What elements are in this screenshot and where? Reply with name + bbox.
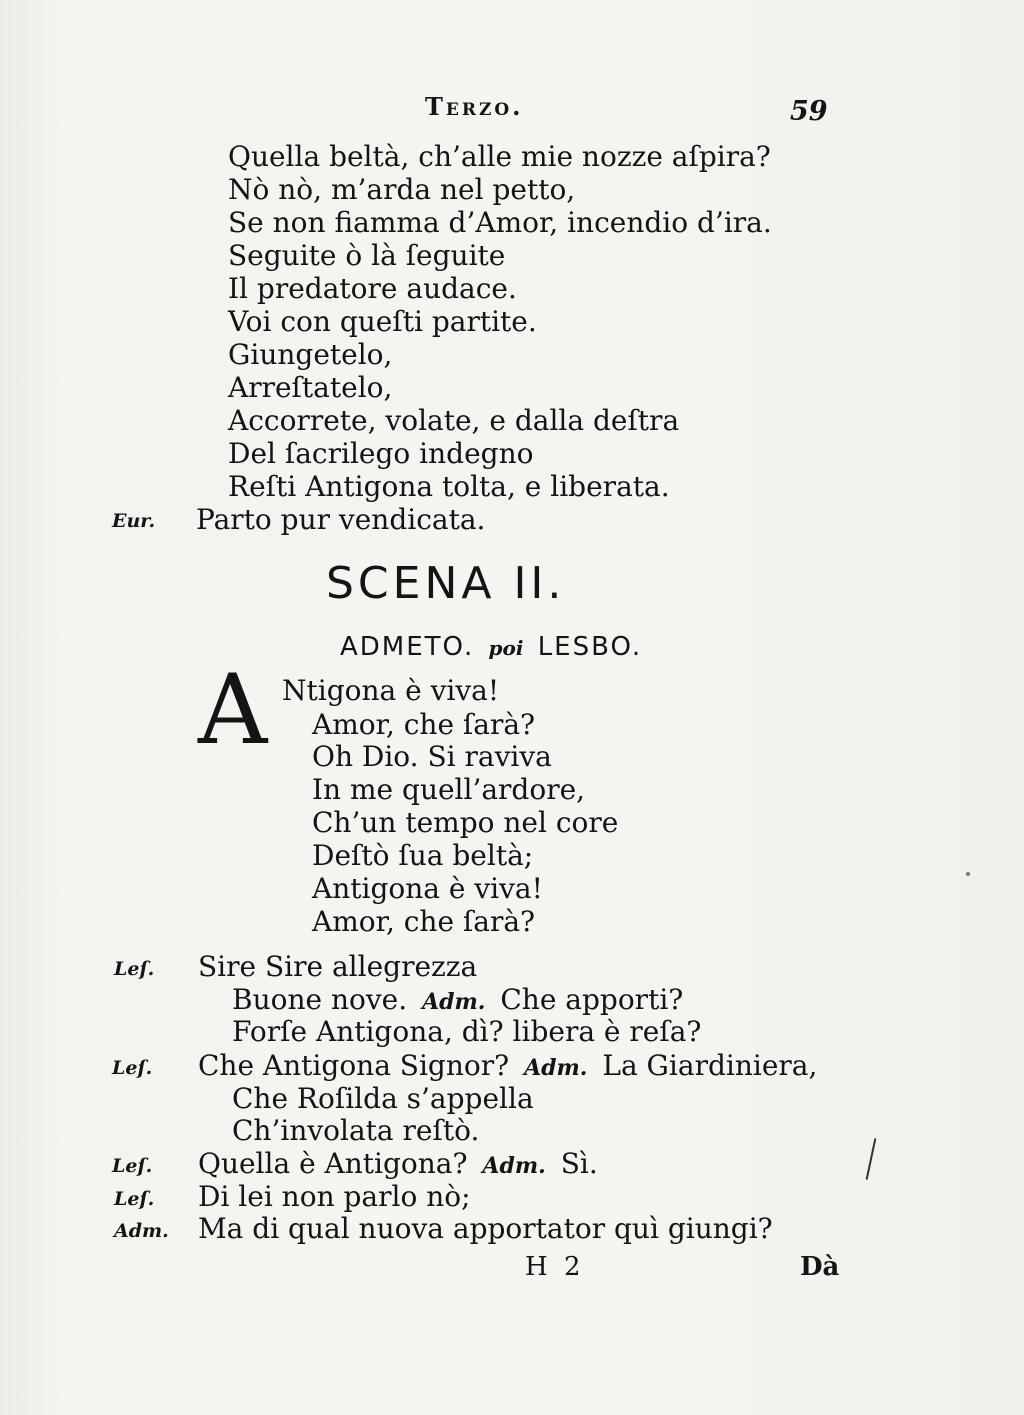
speaker-label: Adm. bbox=[482, 1153, 546, 1179]
verse-line: Parto pur vendicata. bbox=[196, 503, 486, 536]
drop-initial: A bbox=[198, 654, 268, 766]
dialogue-line bbox=[232, 983, 683, 1019]
speaker-label: Leſ. bbox=[112, 1057, 153, 1079]
dialogue-line: Sire Sire allegrezza bbox=[198, 950, 478, 983]
dialogue-line: Di lei non parlo nò; bbox=[198, 1180, 471, 1213]
verse-line: Voi con queſti partite. bbox=[228, 305, 537, 338]
ink-speck bbox=[966, 872, 970, 876]
aria-line: Amor, che ſarà? bbox=[312, 708, 536, 741]
speaker-label: Adm. bbox=[114, 1220, 169, 1242]
aria-line: Antigona è viva! bbox=[312, 872, 543, 905]
aria-line: Ch’un tempo nel core bbox=[312, 806, 619, 839]
verse-line: Accorrete, volate, e dalla deſtra bbox=[228, 404, 680, 437]
speaker-label: Leſ. bbox=[114, 958, 155, 980]
verse-line: Del ſacrilego indegno bbox=[228, 437, 534, 470]
aria-line: Amor, che ſarà? bbox=[312, 905, 536, 938]
verse-line: Seguite ò là ſeguite bbox=[228, 239, 506, 272]
aria-line: Deſtò ſua beltà; bbox=[312, 839, 534, 872]
dialogue-line: Ma di qual nuova apportator quì giungi? bbox=[198, 1212, 773, 1245]
speaker-label: Adm. bbox=[524, 1055, 588, 1081]
speaker-label: Adm. bbox=[422, 989, 486, 1015]
verse-line: Reſti Antigona tolta, e liberata. bbox=[228, 470, 670, 503]
speaker-label: Eur. bbox=[112, 510, 156, 532]
dialogue-line bbox=[198, 1049, 817, 1085]
verse-line: Giungetelo, bbox=[228, 338, 393, 371]
verse-line: Nò nò, m’arda nel petto, bbox=[228, 173, 576, 206]
dialogue-text: Buone nove. bbox=[232, 983, 408, 1016]
aria-line: In me quell’ardore, bbox=[312, 773, 586, 806]
verse-line: Il predatore audace. bbox=[228, 272, 517, 305]
character-name: ADMETO. bbox=[340, 632, 475, 662]
verse-line: Se non fiamma d’Amor, incendio d’ira. bbox=[228, 206, 772, 239]
catchword: Dà bbox=[800, 1252, 840, 1282]
dialogue-text: Che apporti? bbox=[500, 983, 684, 1016]
dialogue-line bbox=[198, 1147, 598, 1183]
dialogue-text: Che Antigona Signor? bbox=[198, 1049, 510, 1082]
verse-line: Quella beltà, ch’alle mie nozze aſpira? bbox=[228, 140, 771, 173]
dialogue-line: Ch’involata reſtò. bbox=[232, 1114, 480, 1147]
scene-characters bbox=[340, 632, 642, 662]
page-number: 59 bbox=[790, 96, 828, 127]
stage-direction: poi bbox=[488, 636, 524, 660]
speaker-label: Leſ. bbox=[114, 1188, 155, 1210]
aria-line: Oh Dio. Si raviva bbox=[312, 740, 552, 773]
dialogue-text: Quella è Antigona? bbox=[198, 1147, 468, 1180]
aria-line: Ntigona è viva! bbox=[282, 674, 500, 707]
speaker-label: Leſ. bbox=[112, 1155, 153, 1177]
dialogue-line: Che Roſilda s’appella bbox=[232, 1082, 534, 1115]
dialogue-text: Sì. bbox=[560, 1147, 598, 1180]
scene-title: SCENA II. bbox=[326, 558, 566, 609]
dialogue-text: La Giardiniera, bbox=[602, 1049, 818, 1082]
running-head: Terzo. bbox=[425, 92, 524, 121]
signature-mark: H 2 bbox=[525, 1252, 585, 1282]
dialogue-line: Forſe Antigona, dì? libera è reſa? bbox=[232, 1015, 702, 1048]
verse-line: Arreſtatelo, bbox=[228, 371, 393, 404]
ink-stroke bbox=[866, 1138, 877, 1179]
character-name: LESBO. bbox=[537, 632, 643, 662]
